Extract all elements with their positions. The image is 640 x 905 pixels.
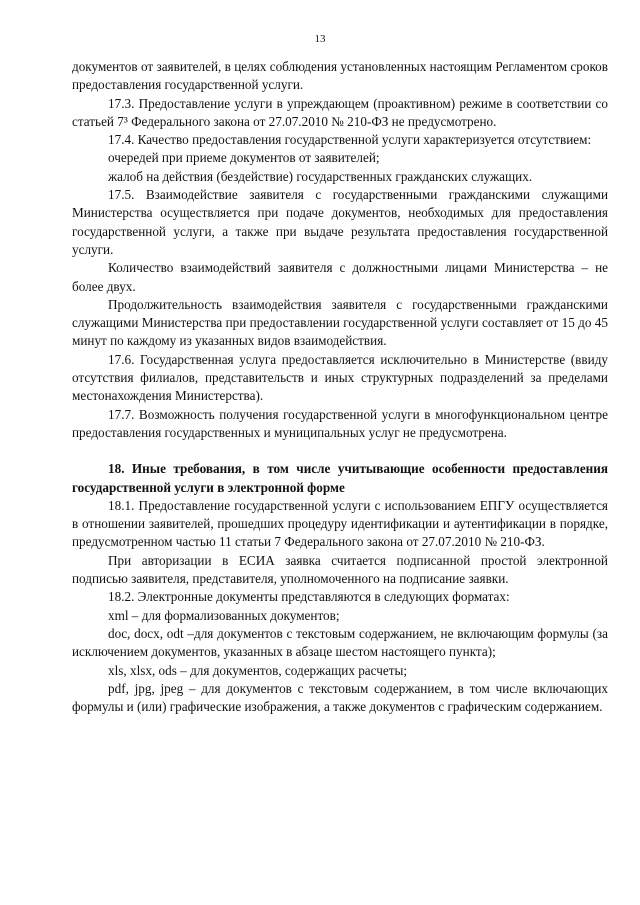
paragraph: pdf, jpg, jpeg – для документов с текстовым содержанием, в том числе включающих формулы и (или) графические изображения, а также документов с графическим содержанием. — [72, 680, 608, 715]
paragraph: документов от заявителей, в целях соблюдения установленных настоящим Регламентом сроков предоставления государственной услуги. — [72, 59, 608, 93]
paragraph: 18.2. Электронные документы представляются в следующих форматах: — [108, 589, 510, 605]
paragraph: doc, docx, odt –для документов с текстовым содержанием, не включающим формулы (за исключением документов, указанных в абзаце шестом настоящего пункта); — [72, 625, 608, 660]
paragraph: 17.3. Предоставление услуги в упреждающем (проактивном) режиме в соответствии со статьей 7³ Федерального закона от 27.07.2010 № 210-ФЗ не предусмотрено. — [72, 95, 608, 129]
paragraph: Продолжительность взаимодействия заявителя с государственными гражданскими служащими Министерства при предоставлении государственной услуги составляет от 15 до 45 минут по каждому из указанных видов взаимодействия. — [72, 296, 608, 349]
paragraph: 17.5. Взаимодействие заявителя с государственными гражданскими служащими Министерства осуществляется при подаче документов, необходимых для предоставления государственной услуги, а также при выдаче результата предоставления государственной услуги. — [72, 187, 608, 257]
paragraph: При авторизации в ЕСИА заявка считается подписанной простой электронной подписью заявителя, представителя, уполномоченного на подписание заявки. — [72, 552, 608, 587]
section-heading: 18. Иные требования, в том числе учитывающие особенности предоставления государственной услуги в электронной форме — [72, 461, 608, 495]
paragraph: 17.4. Качество предоставления государственной услуги характеризуется отсутствием: — [108, 132, 592, 148]
page-number: 13 — [314, 33, 326, 45]
paragraph: очередей при приеме документов от заявителей; — [108, 150, 380, 166]
paragraph: Количество взаимодействий заявителя с должностными лицами Министерства – не более двух. — [72, 260, 608, 294]
paragraph: жалоб на действия (бездействие) государственных гражданских служащих. — [108, 168, 533, 184]
paragraph: xml – для формализованных документов; — [108, 607, 340, 623]
paragraph: xls, xlsx, ods – для документов, содержащих расчеты; — [108, 662, 408, 678]
paragraph: 17.6. Государственная услуга предоставляется исключительно в Министерстве (ввиду отсутствия филиалов, представительств и иных структурных подразделений за пределами местонахождения Министерства). — [72, 351, 608, 404]
paragraph: 17.7. Возможность получения государственной услуги в многофункциональном центре предоставления государственных и муниципальных услуг не предусмотрена. — [72, 406, 608, 440]
document-body — [72, 58, 608, 716]
paragraph: 18.1. Предоставление государственной услуги с использованием ЕПГУ осуществляется в отношении заявителей, прошедших процедуру идентификации и аутентификации в порядке, предусмотренном частью 11 статьи 7 Федерального закона от 27.07.2010 № 210-ФЗ. — [72, 497, 608, 550]
paragraph-spacer — [72, 442, 608, 460]
